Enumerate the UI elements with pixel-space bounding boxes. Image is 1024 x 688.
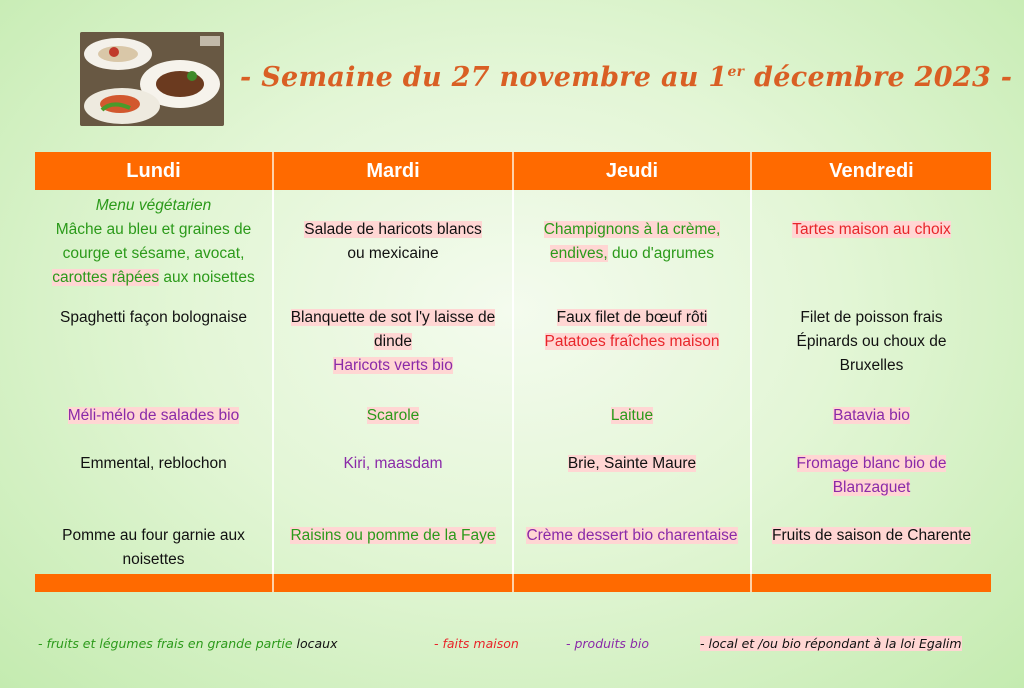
day-header-mardi: Mardi: [273, 152, 513, 190]
main-lundi-line1: Spaghetti façon bolognaise: [59, 309, 247, 326]
salad-jeudi: [513, 400, 751, 450]
dessert-jeudi-text: Crème dessert bio charentaise: [526, 527, 738, 544]
starter-jeudi: [513, 190, 751, 302]
weekly-menu-table: [35, 152, 991, 592]
salad-mardi-text: Scarole: [366, 407, 420, 424]
main-vendredi: [751, 302, 991, 400]
footer-cell: [751, 574, 991, 592]
title-prefix: - Semaine du 27 novembre au 1: [240, 62, 728, 93]
title-suffix: décembre 2023 -: [744, 62, 1013, 93]
salad-mardi: [273, 400, 513, 450]
dessert-vendredi: [751, 524, 991, 574]
vegetarian-menu-label: Menu végétarien: [95, 197, 212, 214]
dessert-lundi-line1: Pomme au four garnie aux: [62, 527, 245, 544]
day-header-jeudi: Jeudi: [513, 152, 751, 190]
main-lundi: [35, 302, 273, 400]
legend-local-word: locaux: [292, 636, 338, 651]
cheese-mardi-text: Kiri, maasdam: [343, 455, 443, 472]
salad-vendredi-text: Batavia bio: [833, 407, 910, 424]
starter-row: [35, 190, 991, 302]
table-footer-bar: [35, 574, 991, 592]
dessert-jeudi: [513, 524, 751, 574]
main-vendredi-line1: Filet de poisson frais: [800, 309, 943, 326]
legend-organic: - produits bio: [566, 636, 649, 651]
main-course-row: [35, 302, 991, 400]
cheese-vendredi-line2: Blanzaguet: [832, 479, 911, 496]
main-jeudi-line1: Faux filet de bœuf rôti: [556, 309, 708, 326]
starter-mardi-line2: ou mexicaine: [347, 245, 439, 262]
starter-jeudi-line2b: duo d'agrumes: [607, 245, 715, 262]
starter-lundi-line3b: aux noisettes: [159, 269, 255, 286]
footer-cell: [273, 574, 513, 592]
main-jeudi-line2: Patatoes fraîches maison: [544, 333, 720, 350]
cheese-vendredi: [751, 450, 991, 524]
main-mardi-line1: Blanquette de sot l'y laisse de: [290, 309, 496, 326]
footer-cell: [513, 574, 751, 592]
cheese-jeudi: [513, 450, 751, 524]
starter-lundi-line1: Mâche au bleu et graines de: [55, 221, 252, 238]
salad-jeudi-text: Laitue: [610, 407, 654, 424]
main-vendredi-line3: Bruxelles: [839, 357, 904, 374]
main-mardi-line2: dinde: [374, 333, 412, 350]
cheese-vendredi-line1: Fromage blanc bio de: [796, 455, 947, 472]
dessert-mardi-text: Raisins ou pomme de la Faye: [290, 527, 496, 544]
legend-egalim: - local et /ou bio répondant à la loi Egalim: [700, 636, 962, 651]
starter-lundi: [35, 190, 273, 302]
legend-homemade: - faits maison: [434, 636, 519, 651]
dessert-vendredi-text: Fruits de saison de Charente: [771, 527, 972, 544]
salad-lundi: [35, 400, 273, 450]
footer-cell: [35, 574, 273, 592]
main-jeudi: [513, 302, 751, 400]
cheese-jeudi-text: Brie, Sainte Maure: [567, 455, 697, 472]
starter-vendredi-line1: Tartes maison au choix: [792, 221, 951, 238]
dessert-row: [35, 524, 991, 574]
days-header-row: [35, 152, 991, 190]
starter-vendredi: [751, 190, 991, 302]
legend-local-produce: [38, 636, 338, 651]
main-mardi: [273, 302, 513, 400]
starter-mardi: [273, 190, 513, 302]
main-vendredi-line2: Épinards ou choux de: [796, 333, 947, 350]
day-header-vendredi: Vendredi: [751, 152, 991, 190]
legend-local-produce-text: - fruits et légumes frais en grande partie: [38, 636, 293, 651]
title-superscript: er: [727, 64, 745, 80]
plated-dishes-photo: [80, 32, 224, 126]
dessert-lundi-line2: noisettes: [122, 551, 185, 568]
salad-lundi-text: Méli-mélo de salades bio: [67, 407, 240, 424]
starter-mardi-line1: Salade de haricots blancs: [304, 221, 482, 238]
salad-vendredi: [751, 400, 991, 450]
dessert-lundi: [35, 524, 273, 574]
starter-jeudi-line2a: endives,: [549, 245, 608, 262]
day-header-lundi: Lundi: [35, 152, 273, 190]
starter-jeudi-line1: Champignons à la crème,: [543, 221, 721, 238]
starter-lundi-line3a: carottes râpées: [52, 269, 160, 286]
cheese-row: [35, 450, 991, 524]
starter-lundi-line2: courge et sésame, avocat,: [62, 245, 245, 262]
color-legend: [38, 636, 998, 658]
cheese-lundi-text: Emmental, reblochon: [80, 455, 227, 472]
dessert-mardi: [273, 524, 513, 574]
cheese-lundi: [35, 450, 273, 524]
cheese-mardi: [273, 450, 513, 524]
page-title: [240, 62, 1013, 93]
main-mardi-line3: Haricots verts bio: [333, 357, 453, 374]
salad-row: [35, 400, 991, 450]
